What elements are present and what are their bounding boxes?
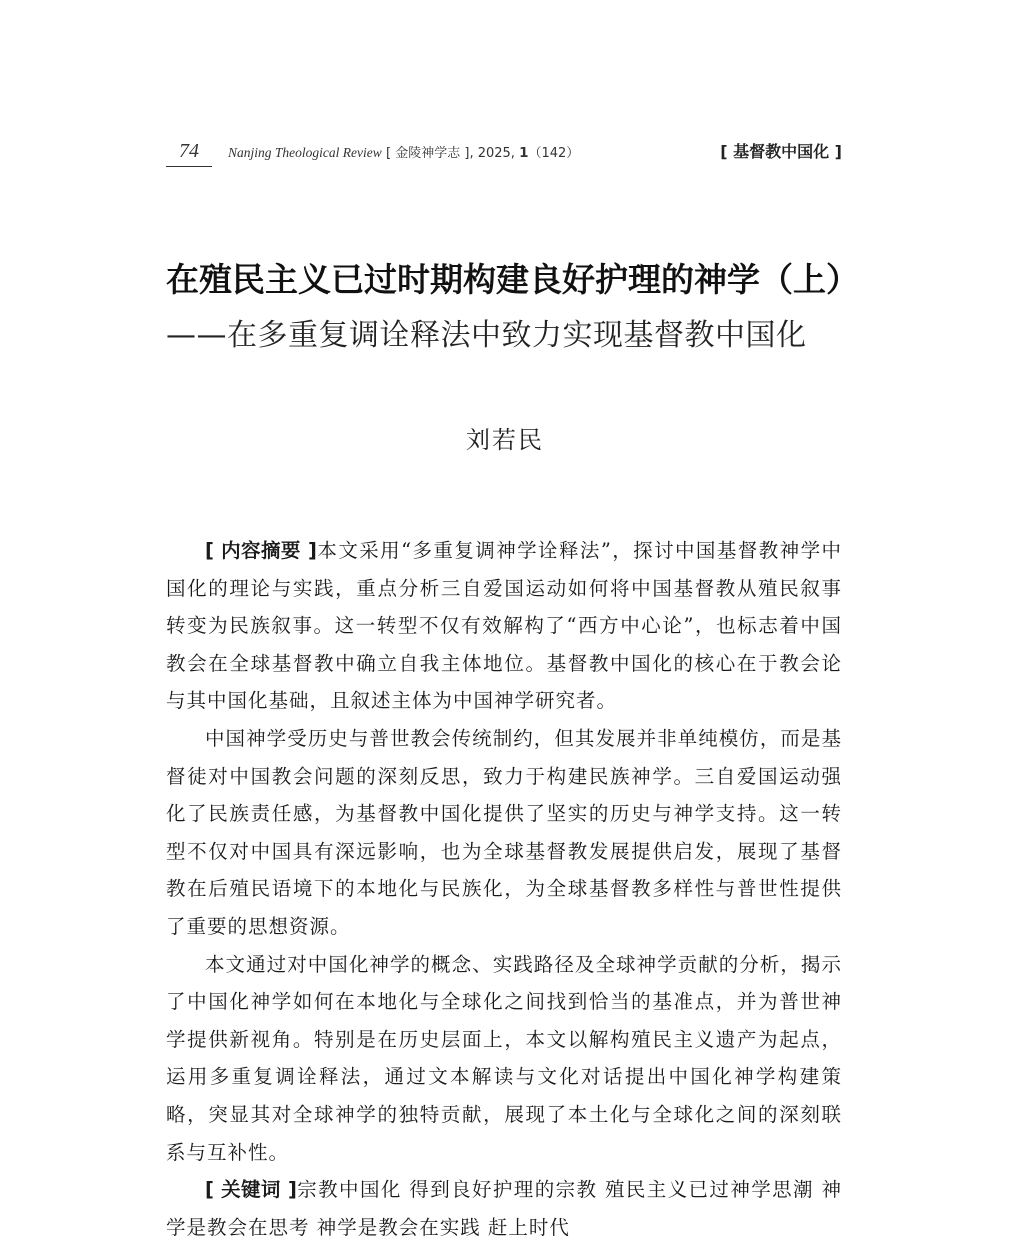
section-tag: [ 基督教中国化 ] (720, 142, 842, 161)
journal-name: Nanjing Theological Review (228, 145, 382, 160)
abstract-label: [ 内容摘要 ] (205, 539, 317, 562)
article-title: 在殖民主义已过时期构建良好护理的神学（上） (166, 260, 859, 299)
abstract-paragraph-3: 本文通过对中国化神学的概念、实践路径及全球神学贡献的分析，揭示了中国化神学如何在本地化与全球化之间找到恰当的基准点，并为普世神学提供新视角。特别是在历史层面上，本文以解构殖民主义遗产为起点，运用多重复调诠释法，通过文本解读与文化对话提出中国化神学构建策略，突显其对全球神学的独特贡献，展现了本土化与全球化之间的深刻联系与互补性。 (166, 952, 842, 1164)
article-subtitle: ——在多重复调诠释法中致力实现基督教中国化 (166, 318, 807, 353)
abstract-section (166, 532, 842, 1246)
keywords-text: 宗教中国化 得到良好护理的宗教 殖民主义已过神学思潮 神学是教会在思考 神学是教会在实践 赶上时代 (166, 1178, 842, 1239)
running-header (166, 138, 842, 168)
article-author: 刘若民 (466, 426, 544, 454)
journal-issue-total: （142） (528, 146, 580, 161)
abstract-text-1: 本文采用“多重复调神学诠释法”，探讨中国基督教神学中国化的理论与实践，重点分析三自爱国运动如何将中国基督教从殖民叙事转变为民族叙事。这一转型不仅有效解构了“西方中心论”，也标志着中国教会在全球基督教中确立自我主体地位。基督教中国化的核心在于教会论与其中国化基础，且叙述主体为中国神学研究者。 (166, 539, 842, 713)
keywords-label: [ 关键词 ] (205, 1178, 297, 1202)
journal-year: , 2025, (469, 146, 520, 161)
abstract-paragraph-2: 中国神学受历史与普世教会传统制约，但其发展并非单纯模仿，而是基督徒对中国教会问题的深刻反思，致力于构建民族神学。三自爱国运动强化了民族责任感，为基督教中国化提供了坚实的历史与神学支持。这一转型不仅对中国具有深远影响，也为全球基督教发展提供启发，展现了基督教在后殖民语境下的本地化与民族化，为全球基督教多样性与普世性提供了重要的思想资源。 (166, 726, 842, 938)
journal-issue: 1 (519, 145, 529, 161)
journal-name-cn: [ 金陵神学志 ] (386, 146, 470, 161)
page-number: 74 (166, 138, 212, 167)
keywords-paragraph (166, 1171, 842, 1246)
abstract-paragraph-1 (166, 532, 842, 720)
journal-citation (228, 144, 579, 163)
